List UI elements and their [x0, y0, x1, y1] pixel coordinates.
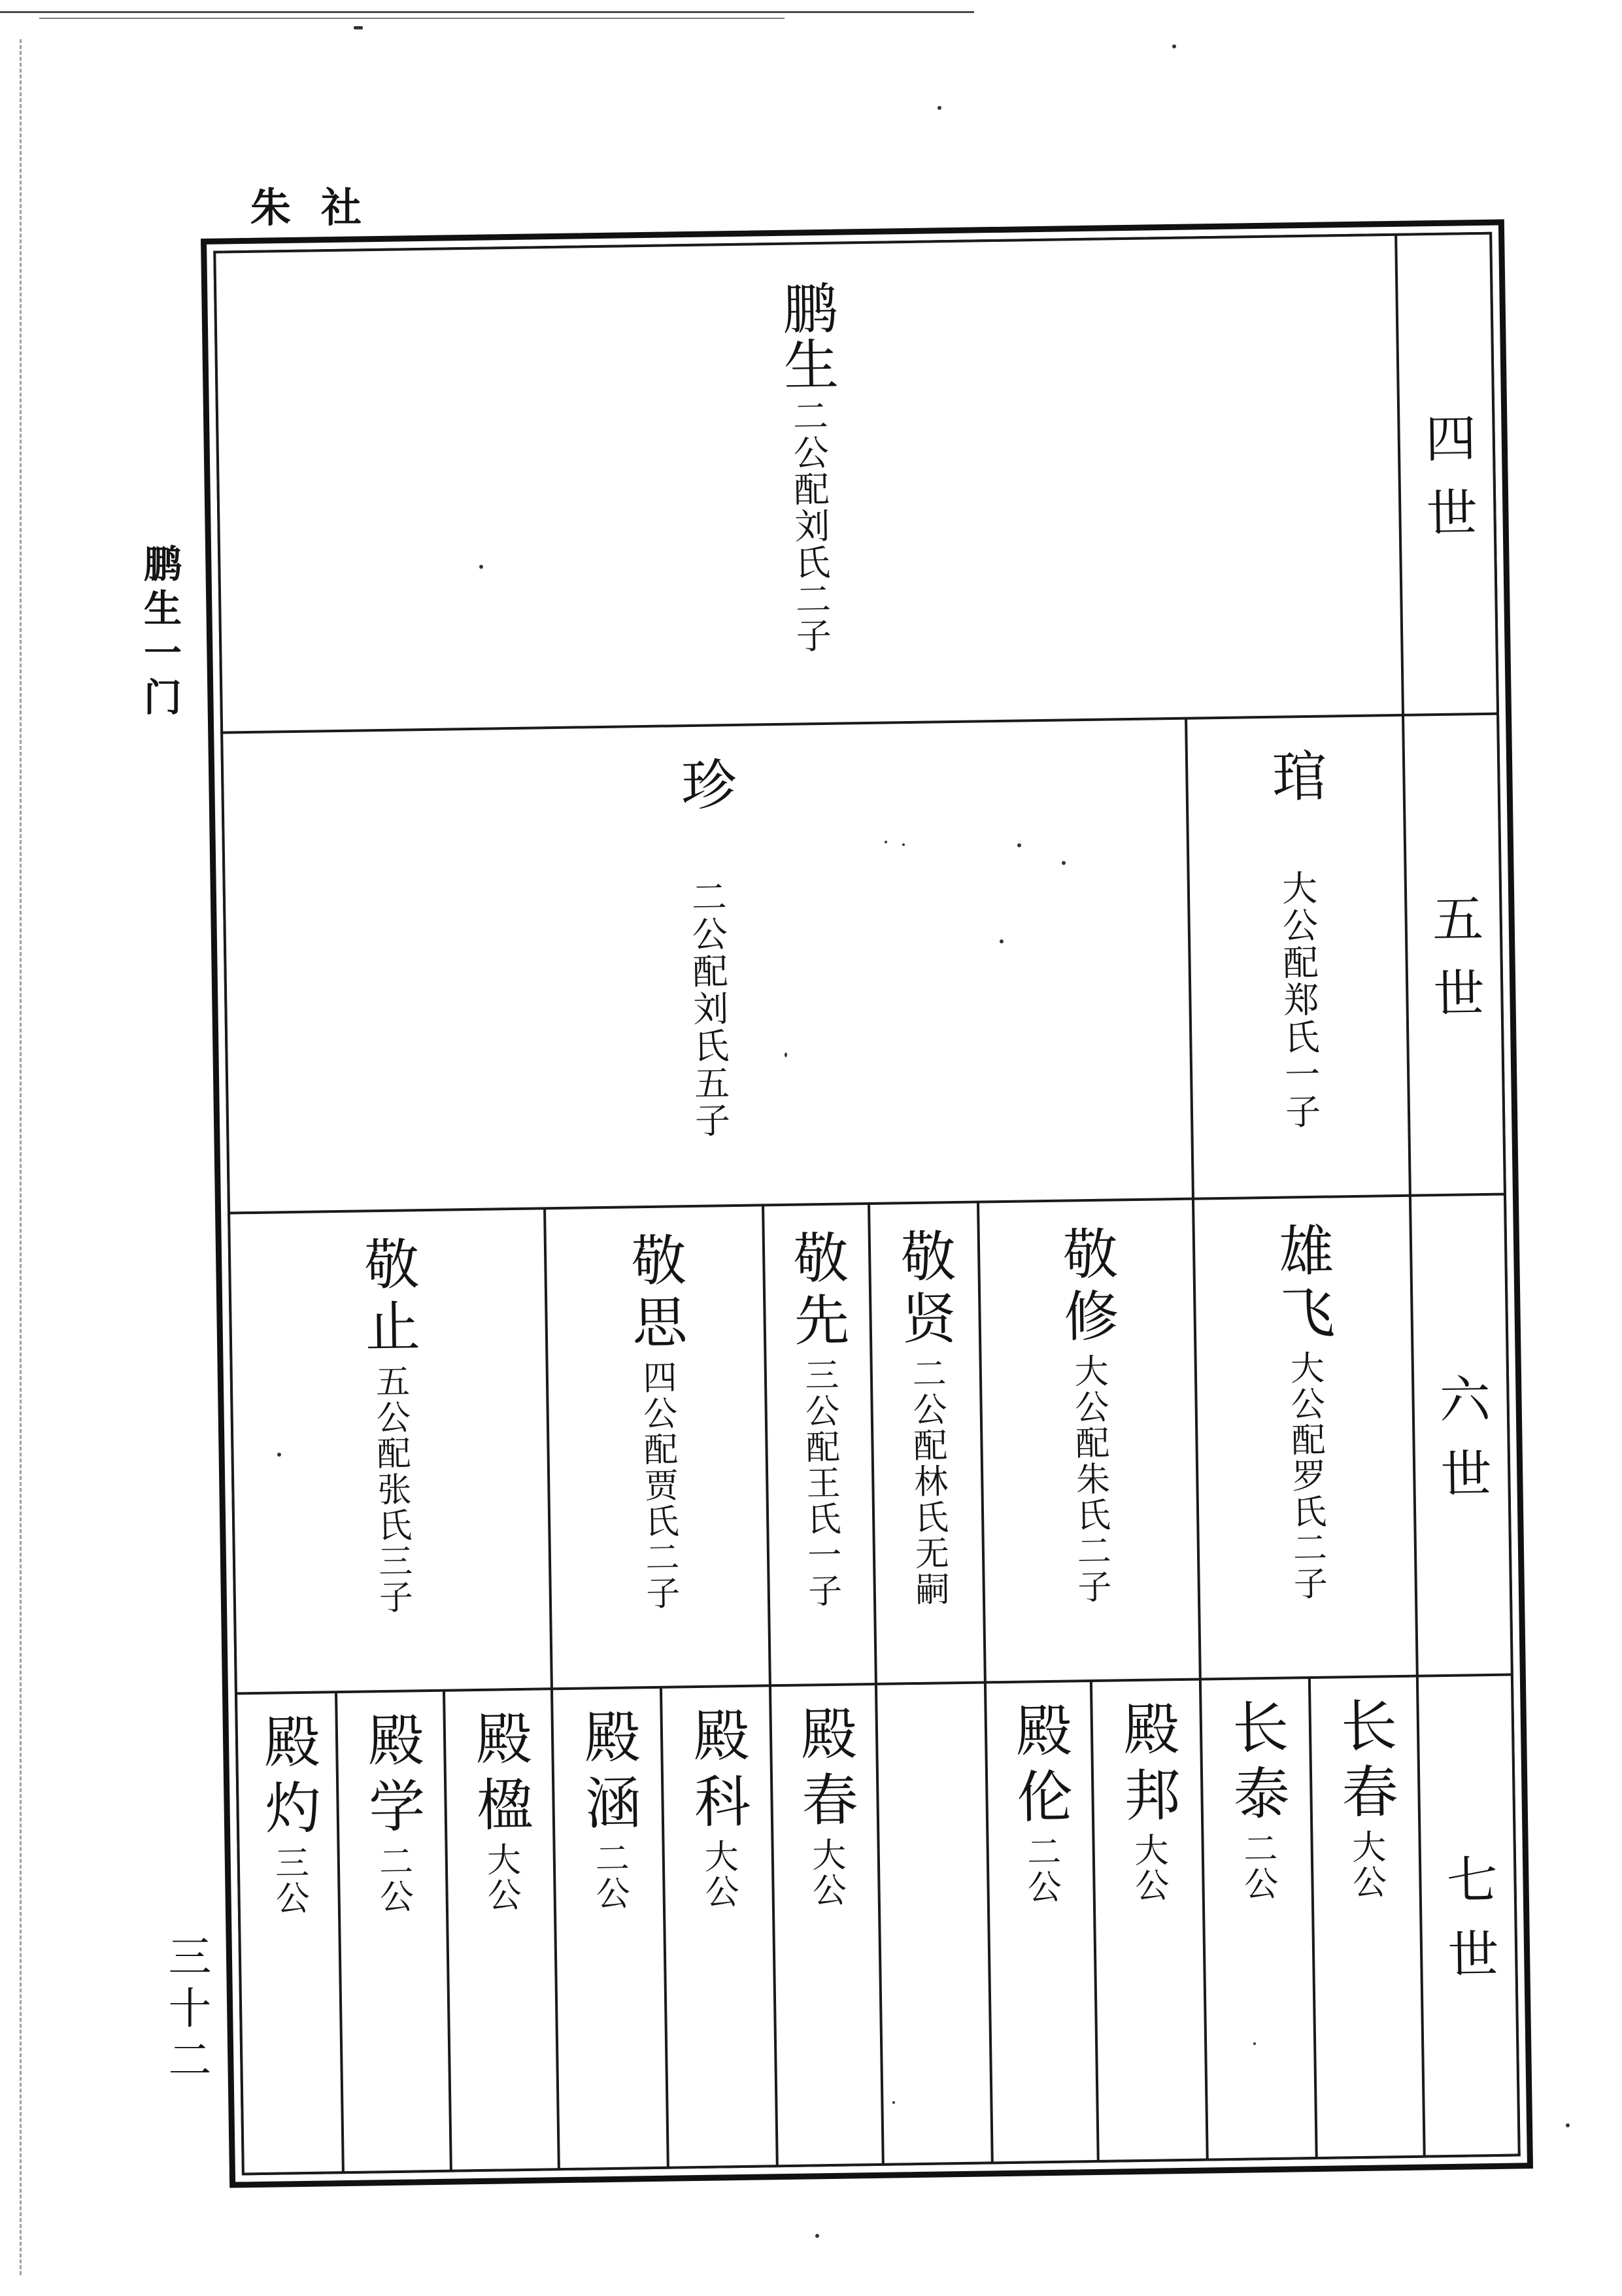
member-note: 二公配林氏无嗣	[905, 1355, 949, 1608]
generation-label-cell	[1411, 1196, 1511, 1675]
gen5-member-cell	[1187, 717, 1409, 1198]
page-number: 三十二	[161, 1934, 211, 2089]
gen7-member-cell	[337, 1692, 450, 2171]
gen7-member-cell	[771, 1685, 882, 2165]
member-name: 长春	[1330, 1696, 1398, 1829]
gen6-member-cell	[546, 1206, 769, 1687]
member-note: 大公	[481, 1842, 521, 1913]
member-note: 大公配郑氏一子	[1276, 869, 1322, 1131]
scan-speck	[1566, 2123, 1570, 2127]
member-note: 大公	[1345, 1829, 1386, 1900]
member-name: 雄飞	[1270, 1221, 1336, 1347]
scan-speck	[277, 1453, 281, 1457]
generation-label: 七世	[1438, 1852, 1499, 2002]
scan-top-line	[0, 11, 974, 13]
gen6-member-cell	[870, 1204, 984, 1683]
gen7-member-cell	[662, 1687, 776, 2166]
gen7-member-cell	[553, 1689, 667, 2168]
member-note: 二公	[588, 1840, 630, 1912]
gen7-member-cell	[237, 1693, 342, 2172]
member-name: 敬贤	[891, 1227, 958, 1353]
member-note: 大公	[805, 1836, 846, 1908]
member-name: 殿学	[358, 1710, 426, 1844]
generation-label: 六世	[1430, 1372, 1492, 1522]
member-note: 二公	[373, 1843, 413, 1915]
generation-label-cell	[1397, 235, 1496, 714]
page-header-title: 朱社	[250, 184, 392, 231]
scan-speck	[1172, 44, 1176, 48]
member-name: 珍	[672, 755, 737, 812]
member-note: 三公	[269, 1844, 309, 1916]
scan-speck	[885, 841, 887, 843]
genealogy-table	[213, 232, 1520, 2176]
member-name: 殿邦	[1113, 1699, 1181, 1832]
member-note: 大公	[1128, 1832, 1169, 1904]
generation-label: 四世	[1416, 411, 1478, 561]
scan-top-line	[39, 18, 785, 19]
member-note: 五公配张氏三子	[369, 1363, 413, 1616]
member-note: 三公配王氏一子	[798, 1357, 842, 1610]
member-name: 敬思	[622, 1231, 688, 1357]
member-name: 殿伦	[1005, 1700, 1073, 1834]
gen6-member-cell	[764, 1205, 875, 1684]
member-note: 二公配刘氏二子	[786, 397, 832, 654]
member-name: 敬修	[1053, 1224, 1120, 1350]
member-name: 殿灼	[254, 1712, 322, 1846]
member-note: 二公配刘氏五子	[685, 878, 731, 1140]
gen7-member-cell	[987, 1682, 1097, 2161]
scan-speck	[354, 26, 363, 29]
scan-speck	[479, 565, 483, 569]
member-name: 殿春	[790, 1704, 858, 1837]
scan-speck	[1017, 843, 1021, 847]
scan-speck	[902, 843, 905, 846]
member-note: 四公配贾氏二子	[636, 1359, 680, 1612]
gen5-member-cell	[223, 720, 1191, 1212]
side-section-label: 鹏生一门	[137, 544, 182, 722]
gen7-member-cell	[445, 1690, 558, 2169]
gen7-member-cell	[1092, 1681, 1206, 2160]
scan-speck	[938, 106, 941, 110]
member-note: 大公	[698, 1838, 739, 1910]
member-name: 殿涵	[573, 1707, 641, 1840]
member-name: 殿楹	[465, 1708, 533, 1842]
member-name: 敬止	[355, 1235, 422, 1360]
member-name: 敬先	[784, 1228, 851, 1354]
gen4-member-cell	[216, 236, 1401, 732]
member-note: 二公	[1021, 1833, 1061, 1905]
scan-edge-line	[20, 39, 22, 2275]
scan-speck	[785, 1053, 787, 1057]
member-note: 大公配罗氏二子	[1284, 1349, 1327, 1602]
scan-speck	[815, 2234, 819, 2238]
gen7-member-cell	[1310, 1678, 1423, 2157]
genealogy-table-frame	[201, 219, 1533, 2187]
gen7-member-cell	[1202, 1679, 1315, 2158]
generation-label: 五世	[1423, 891, 1485, 1041]
gen7-empty-cell	[877, 1683, 991, 2163]
scan-speck	[1253, 2042, 1256, 2045]
gen6-member-cell	[979, 1200, 1199, 1681]
member-name: 琯	[1262, 747, 1328, 803]
member-name: 长泰	[1222, 1697, 1290, 1831]
scan-speck	[1062, 861, 1066, 865]
gen6-member-cell	[230, 1209, 550, 1692]
member-name: 鹏生	[773, 279, 839, 393]
member-note: 二公	[1237, 1830, 1278, 1902]
gen6-member-cell	[1194, 1197, 1416, 1678]
member-note: 大公配朱氏二子	[1068, 1353, 1111, 1606]
scan-speck	[892, 2101, 895, 2104]
generation-label-cell	[1418, 1676, 1517, 2155]
scan-speck	[1000, 939, 1004, 943]
member-name: 殿科	[683, 1705, 751, 1839]
generation-label-cell	[1404, 715, 1504, 1194]
